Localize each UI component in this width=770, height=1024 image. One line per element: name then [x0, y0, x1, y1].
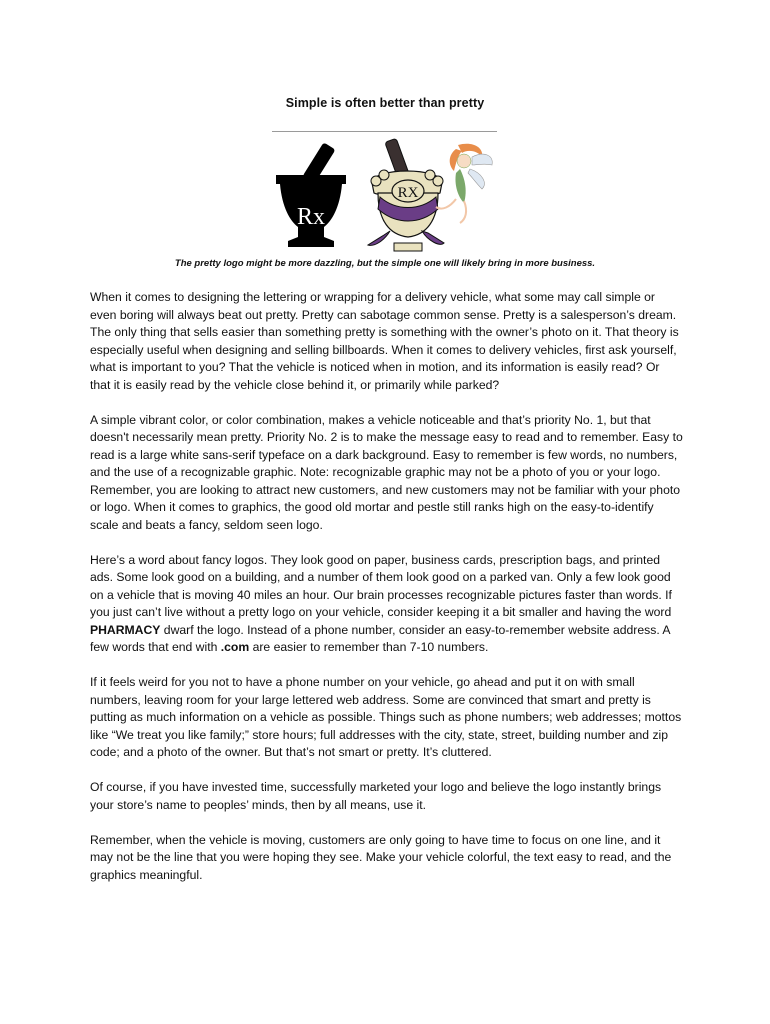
paragraph-2: [90, 412, 683, 535]
paragraph-4: [90, 674, 683, 762]
paragraph-1: [90, 289, 683, 394]
logo-comparison-image: [272, 137, 497, 253]
page-title: Simple is often better than pretty: [285, 96, 485, 110]
paragraph-text: dwarf the logo. Instead of a phone number, consider an easy-to-remember website address. A few words that end with: [90, 622, 670, 654]
pretty-mortar-pestle-logo: [368, 138, 444, 251]
paragraph-5: [90, 779, 683, 814]
title-divider: [272, 131, 497, 132]
simple-mortar-pestle-logo: [276, 142, 346, 247]
paragraph-text: When it comes to designing the lettering or wrapping for a delivery vehicle, what some may call simple or even boring will always beat out pretty. Pretty can sabotage common sense. Pretty is a salesperson’s dream. The only thing that sells easier than something pretty is something with the owner’s photo on it. That theory is especially useful when designing and selling billboards. When it comes to delivery vehicles, first ask yourself, what is important to you? That the vehicle is noticed when in motion, and its information is easily read? Or that it is easily read by the vehicle close behind it, or primarily while parked?: [90, 290, 679, 392]
dot-com-emphasis: .com: [220, 640, 250, 654]
paragraph-text: Here’s a word about fancy logos. They look good on paper, business cards, prescription bags, and printed ads. Some look good on a building, and a number of them look good on a parked van. Only a few look good on a vehicle that is moving 40 miles an hour. Our brain processes recognizable pictures faster than words. If you just can’t live without a pretty logo on your vehicle, consider keeping it a bit smaller and having the word: [90, 552, 672, 619]
pharmacy-emphasis: PHARMACY: [90, 622, 161, 637]
paragraph-text: If it feels weird for you not to have a phone number on your vehicle, go ahead and put it on with small numbers, leaving room for your large lettered web address. Some are convinced that smart and pretty is putting as much information on a vehicle as possible. Things such as phone numbers; web addresses; mottos like “We treat you like family;” store hours; full addresses with the city, state, street, building number and zip code; and a photo of the owner. But that’s not smart or pretty. It’s cluttered.: [90, 675, 682, 759]
paragraph-text: Remember, when the vehicle is moving, customers are only going to have time to focus on one line, and it may not be the line that you were hoping they see. Make your vehicle colorful, the text easy to read, and the graphics meaningful.: [90, 832, 672, 882]
paragraph-text: A simple vibrant color, or color combination, makes a vehicle noticeable and that’s priority No. 1, but that doesn't necessarily mean pretty. Priority No. 2 is to make the message easy to read and to remember. Easy to read is a large white sans-serif typeface on a dark background. Easy to remember is few words, no numbers, and the use of a recognizable graphic. Note: recognizable graphic may not be a photo of you or your logo. Remember, you are looking to attract new customers, and new customers may not be familiar with your photo or logo. When it comes to graphics, the good old mortar and pestle still ranks high on the easy-to-identify scale and beats a fancy, seldom seen logo.: [90, 412, 683, 532]
logo-illustration: [272, 137, 497, 253]
paragraph-text: are easier to remember than 7-10 numbers.: [249, 640, 489, 654]
paragraph-text: Of course, if you have invested time, successfully marketed your logo and believe the logo instantly brings your store’s name to peoples’ minds, then by all means, use it.: [90, 780, 662, 812]
fairy-illustration: [436, 144, 492, 223]
paragraph-3: [90, 552, 683, 657]
image-caption: The pretty logo might be more dazzling, but the simple one will likely bring in more business.: [174, 258, 596, 269]
simple-logo-rx: Rx: [296, 204, 326, 230]
article-body: [90, 289, 683, 902]
pretty-logo-rx: RX: [397, 185, 419, 201]
paragraph-6: [90, 832, 683, 885]
